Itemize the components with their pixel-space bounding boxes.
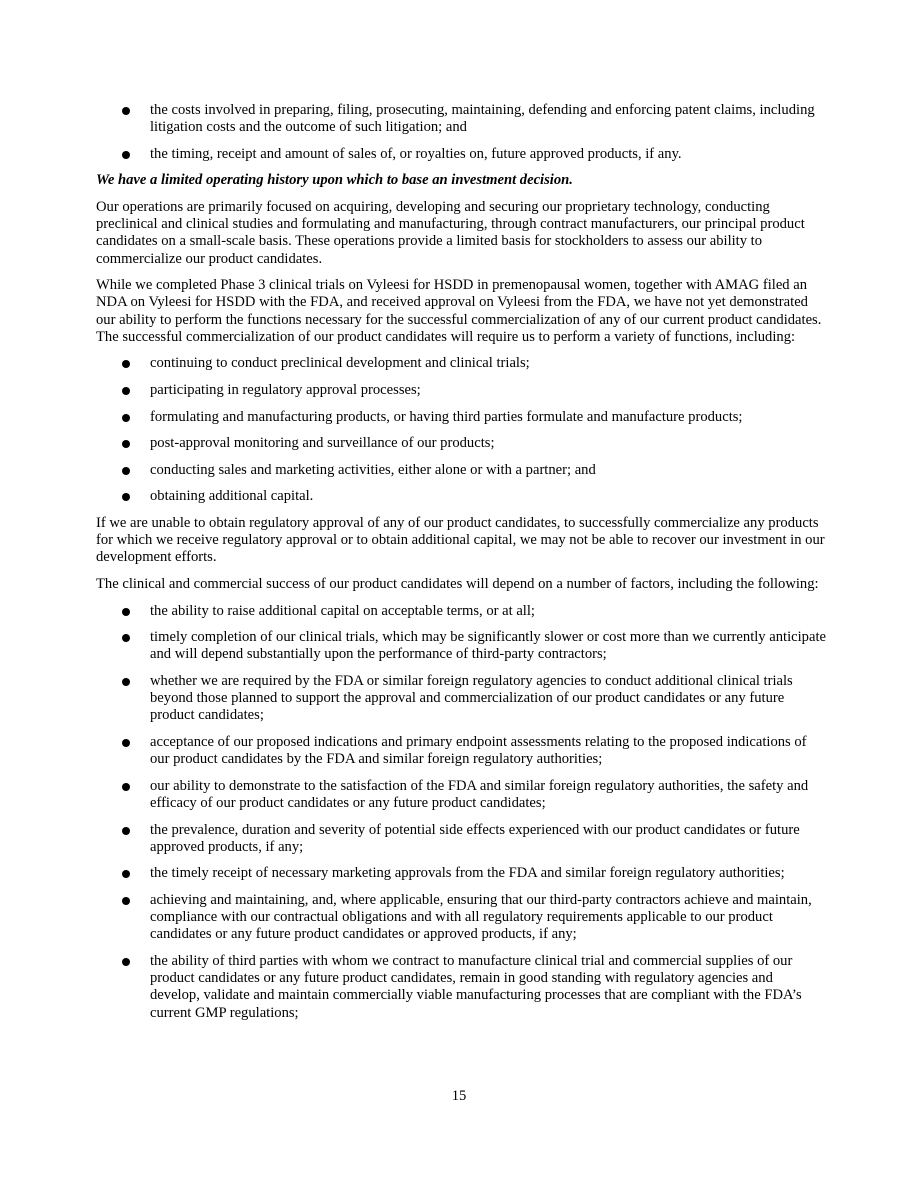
bullet-icon xyxy=(122,958,130,966)
paragraph-success-factors: The clinical and commercial success of our product candidates will depend on a number of factors, including the following: xyxy=(96,575,819,592)
bullet-icon xyxy=(122,151,130,159)
cost-factors-list xyxy=(96,102,826,163)
bullet-icon xyxy=(122,440,130,448)
page-content xyxy=(96,102,826,1022)
list-item-text: timely completion of our clinical trials, which may be significantly slower or cost more than we currently anticipate and will depend substantially upon the performance of third-party contractors; xyxy=(150,629,826,663)
bullet-icon xyxy=(122,467,130,475)
list-item-text: achieving and maintaining, and, where applicable, ensuring that our third-party contractors achieve and maintain, compliance with our contractual obligations and with all regulatory requirements applicable to our product candidates or any future product candidates or approved products, if any; xyxy=(150,891,812,943)
list-item-text: conducting sales and marketing activities, either alone or with a partner; and xyxy=(150,461,596,478)
list-item xyxy=(96,488,826,505)
list-item xyxy=(96,435,826,452)
bullet-icon xyxy=(122,870,130,878)
list-item-text: acceptance of our proposed indications and primary endpoint assessments relating to the proposed indications of our product candidates by the FDA and similar foreign regulatory authorities; xyxy=(150,733,807,768)
bullet-icon xyxy=(122,634,130,642)
bullet-icon xyxy=(122,360,130,368)
list-item-text: formulating and manufacturing products, or having third parties formulate and manufacture products; xyxy=(150,408,743,425)
list-item xyxy=(96,102,826,136)
bullet-icon xyxy=(122,678,130,686)
list-item-text: the timely receipt of necessary marketing approvals from the FDA and similar foreign regulatory authorities; xyxy=(150,865,785,882)
paragraph-operations: Our operations are primarily focused on acquiring, developing and securing our proprietary technology, conducting preclinical and clinical studies and formulating and manufacturing, through contract manufacturers, our principal product candidates on a small-scale basis. These operations provide a limited basis for stockholders to assess our ability to commercialize our product candidates. xyxy=(96,198,805,267)
bullet-icon xyxy=(122,897,130,905)
list-item-text: post-approval monitoring and surveillance of our products; xyxy=(150,435,495,452)
page-number: 15 xyxy=(451,1088,467,1104)
list-item xyxy=(96,892,826,944)
list-item-text: our ability to demonstrate to the satisfaction of the FDA and similar foreign regulatory authorities, the safety and efficacy of our product candidates or any future product candidates; xyxy=(150,777,809,811)
functions-list xyxy=(96,355,826,505)
list-item xyxy=(96,822,826,856)
list-item-text: the prevalence, duration and severity of potential side effects experienced with our product candidates or future approved products, if any; xyxy=(150,821,800,855)
list-item xyxy=(96,953,826,1022)
bullet-icon xyxy=(122,107,130,115)
list-item xyxy=(96,673,826,725)
paragraph-commercialization: While we completed Phase 3 clinical trials on Vyleesi for HSDD in premenopausal women, together with AMAG filed an NDA on Vyleesi for HSDD with the FDA, and received approval on Vyleesi from the FDA, we have not yet demonstrated our ability to perform the functions necessary for the successful commercialization of any of our current product candidates. The successful commercialization of our product candidates will require us to perform a variety of functions, including: xyxy=(96,277,822,345)
list-item-text: whether we are required by the FDA or similar foreign regulatory agencies to conduct additional clinical trials beyond those planned to support the approval and commercialization of our product candidates or any future product candidates; xyxy=(150,672,793,724)
list-item xyxy=(96,462,826,479)
bullet-icon xyxy=(122,739,130,747)
bullet-icon xyxy=(122,387,130,395)
list-item-text: participating in regulatory approval processes; xyxy=(150,381,421,398)
list-item-text: continuing to conduct preclinical development and clinical trials; xyxy=(150,355,530,372)
list-item xyxy=(96,865,826,882)
section-heading: We have a limited operating history upon which to base an investment decision. xyxy=(96,172,573,189)
list-item xyxy=(96,382,826,399)
list-item xyxy=(96,778,826,812)
list-item xyxy=(96,355,826,372)
list-item xyxy=(96,603,826,620)
bullet-icon xyxy=(122,827,130,835)
bullet-icon xyxy=(122,608,130,616)
list-item-text: the ability to raise additional capital on acceptable terms, or at all; xyxy=(150,602,535,619)
list-item xyxy=(96,734,826,768)
list-item-text: the timing, receipt and amount of sales of, or royalties on, future approved products, if any. xyxy=(150,145,682,162)
paragraph-regulatory-risk: If we are unable to obtain regulatory approval of any of our product candidates, to successfully commercialize any products for which we receive regulatory approval or to obtain additional capital, we may not be able to recover our investment in our development efforts. xyxy=(96,514,825,566)
bullet-icon xyxy=(122,783,130,791)
list-item-text: the ability of third parties with whom we contract to manufacture clinical trial and commercial supplies of our product candidates or any future product candidates, remain in good standing with regulatory agencies and develop, validate and maintain commercially viable manufacturing processes that are compliant with the FDA’s current GMP regulations; xyxy=(150,952,802,1021)
bullet-icon xyxy=(122,414,130,422)
list-item xyxy=(96,146,826,163)
list-item xyxy=(96,409,826,426)
success-factors-list xyxy=(96,603,826,1022)
list-item-text: obtaining additional capital. xyxy=(150,488,314,505)
list-item-text: the costs involved in preparing, filing, prosecuting, maintaining, defending and enforcing patent claims, including litigation costs and the outcome of such litigation; and xyxy=(150,102,815,136)
list-item xyxy=(96,629,826,663)
bullet-icon xyxy=(122,493,130,501)
